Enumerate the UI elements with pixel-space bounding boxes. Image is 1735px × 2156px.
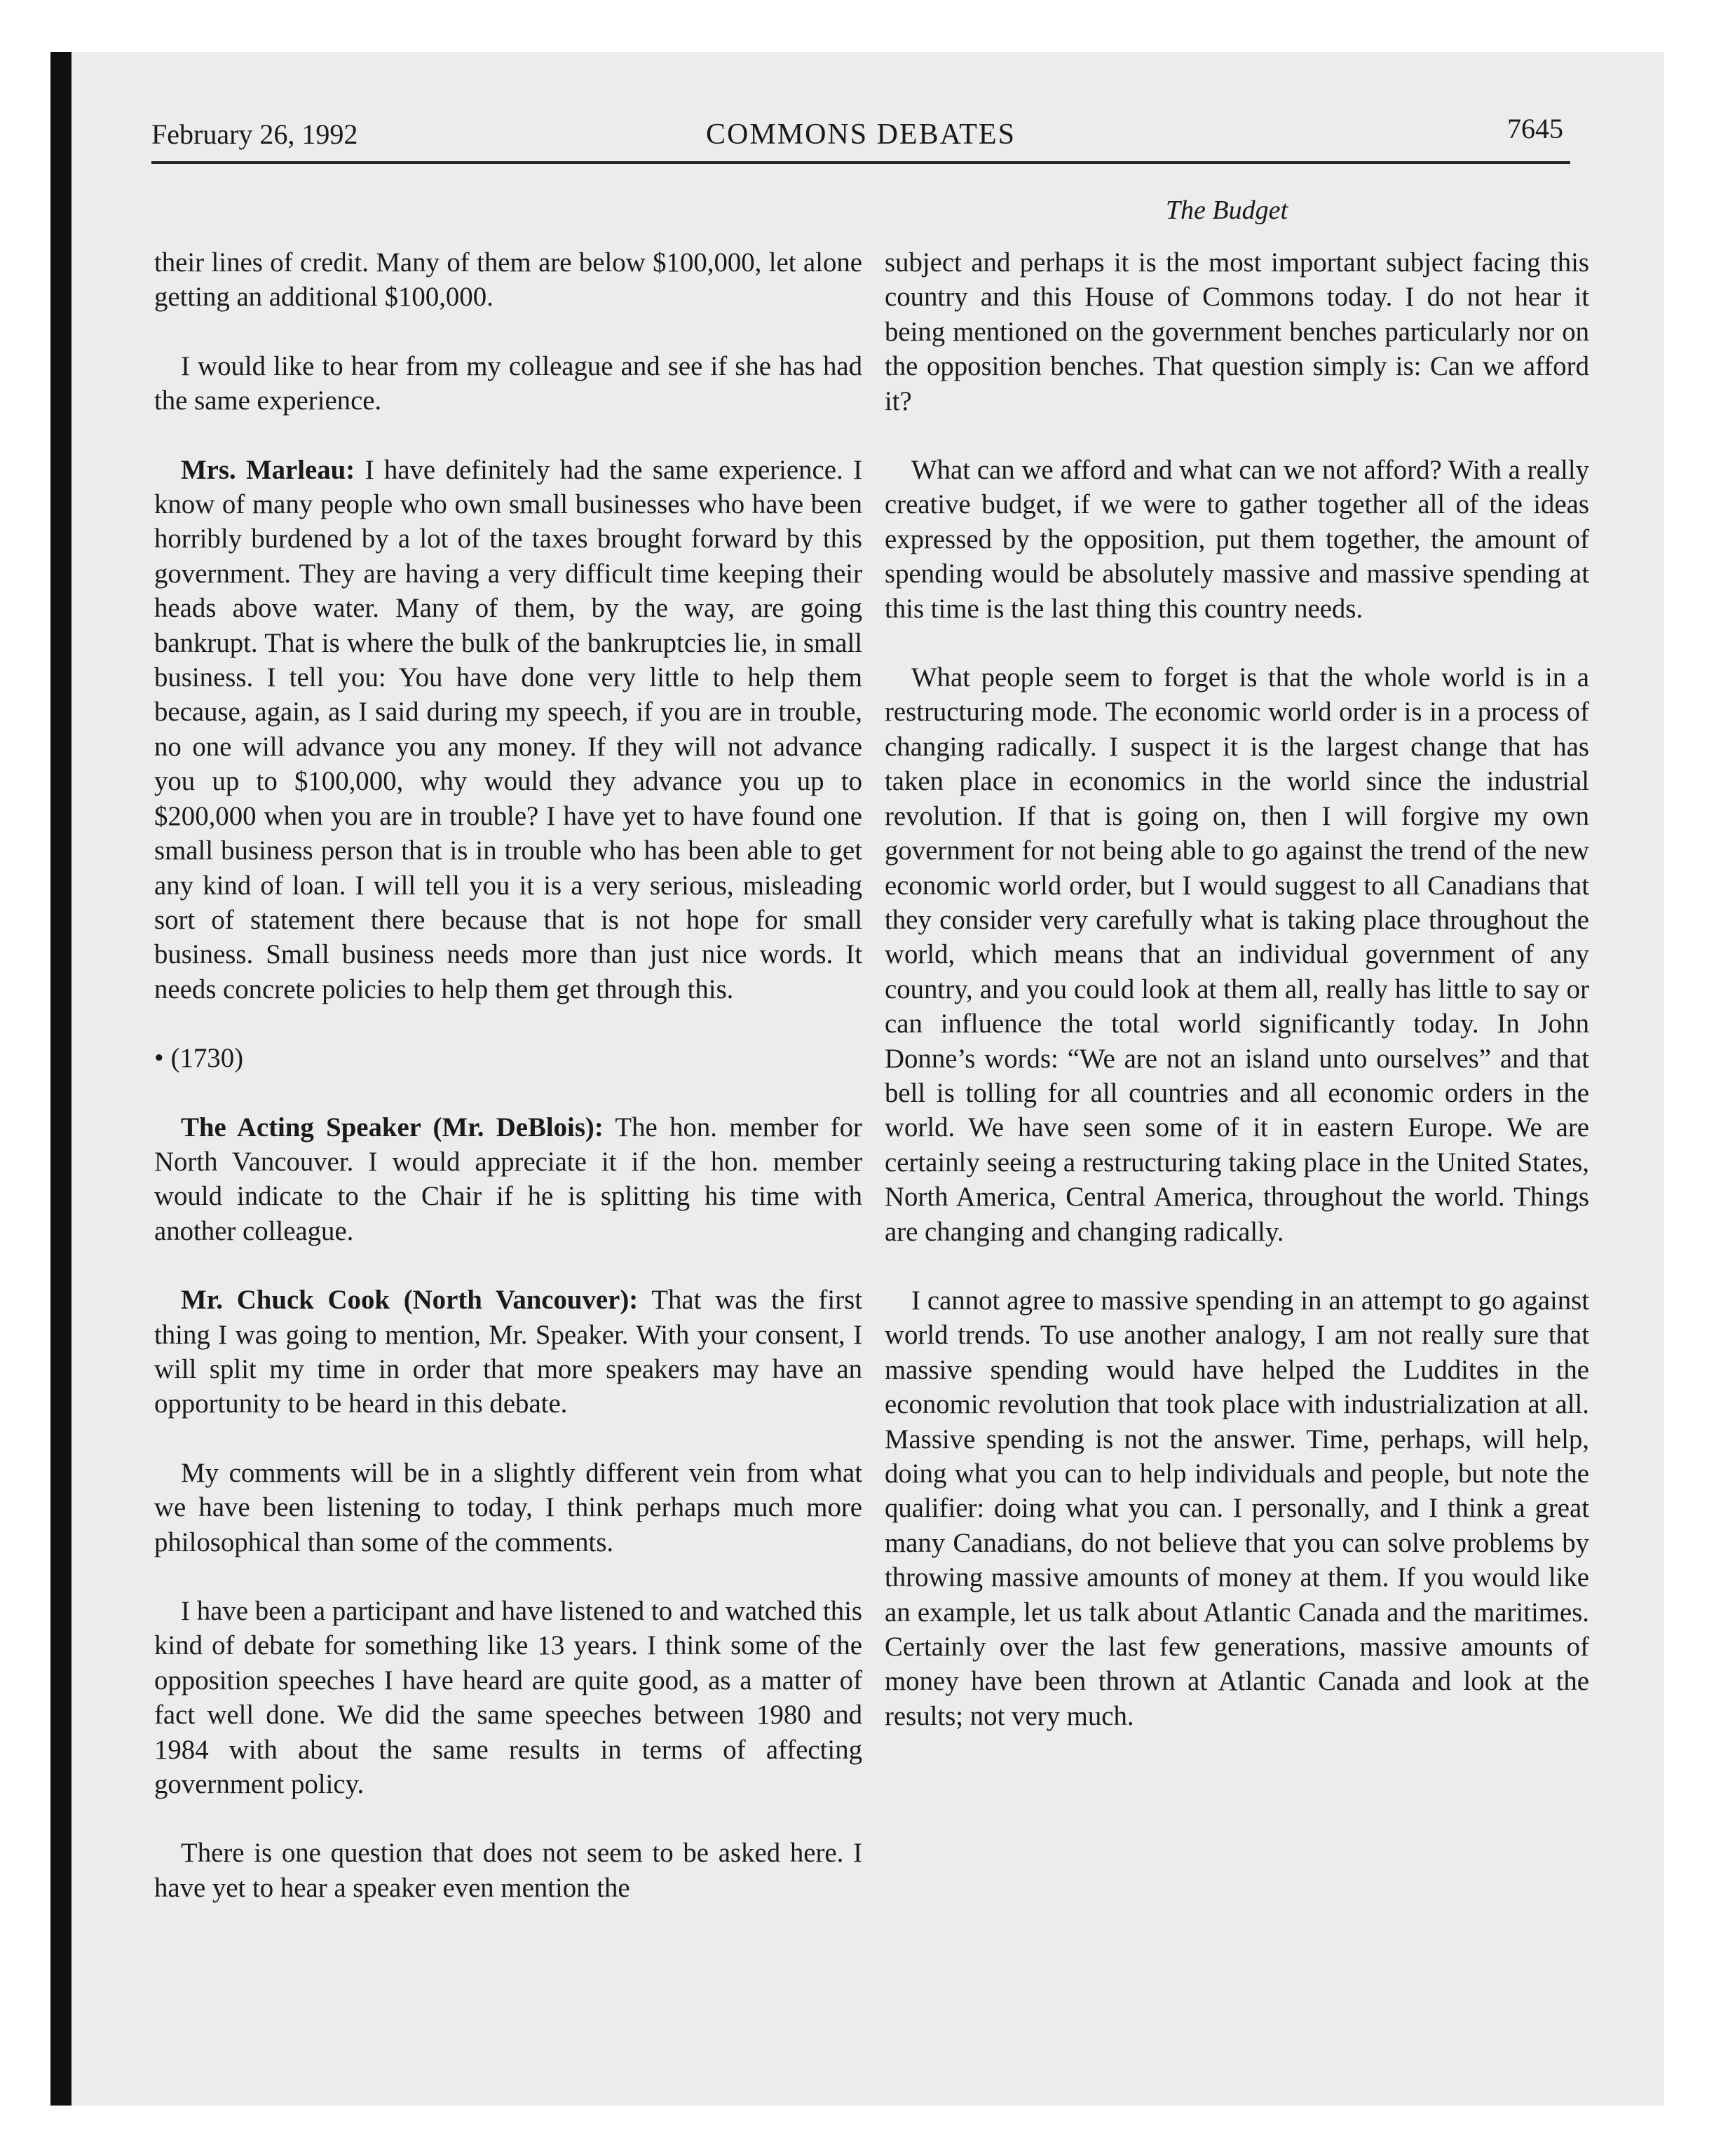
left-column	[154, 245, 862, 1939]
speaker-name: The Acting Speaker (Mr. DeBlois):	[181, 1112, 604, 1142]
paragraph: subject and perhaps it is the most important subject facing this country and this House of Commons today. I do not hear it being mentioned on the government benches particularly nor on the opposition benches. That question simply is: Can we afford it?	[885, 247, 1589, 416]
speech-text: I have definitely had the same experience. I know of many people who own small businesses who have been horribly burdened by a lot of the taxes brought forward by this government. They are having a very difficult time keeping their heads above water. Many of them, by the way, are going bankrupt. That is where the bulk of the bankruptcies lie, in small business. I tell you: You have done very little to help them because, again, as I said during my speech, if you are in trouble, no one will advance you any money. If they will not advance you up to $100,000, why would they advance you up to $200,000 when you are in trouble? I have yet to have found one small business person that is in trouble who has been able to get any kind of loan. I will tell you it is a very serious, misleading sort of statement there because that is not hope for small business. Small business needs more than just nice words. It needs concrete policies to help them get through this.	[154, 454, 863, 1004]
page-header	[151, 112, 1570, 164]
paragraph: I cannot agree to massive spending in an attempt to go against world trends. To use another analogy, I am not really sure that massive spending would have helped the Luddites in the economic revolution that took place with industrialization at all. Massive spending is not the answer. Time, perhaps, will help, doing what you can to help individuals and people, but note the qualifier: doing what you can. I personally, and I think a great many Canadians, do not believe that you can solve problems by throwing massive amounts of money at them. If you would like an example, let us talk about Atlantic Canada and the maritimes. Certainly over the last few generations, massive amounts of money have been thrown at Atlantic Canada and look at the results; not very much.	[885, 1285, 1589, 1731]
speaker-name: Mrs. Marleau:	[181, 454, 355, 485]
paragraph: What can we afford and what can we not afford? With a really creative budget, if we were to gather together all of the ideas expressed by the opposition, put them together, the amount of spending would be absolutely massive and massive spending at this time is the last thing this country needs.	[885, 455, 1589, 624]
paragraph: My comments will be in a slightly different vein from what we have been listening to today, I think perhaps much more philosophical than some of the comments.	[154, 1457, 862, 1557]
paragraph: What people seem to forget is that the whole world is in a restructuring mode. The economic world order is in a process of changing radically. I suspect it is the largest change that has taken place in economics in the world since the industrial revolution. If that is going on, then I will forgive my own government for not being able to go against the trend of the new economic world order, but I would suggest to all Canadians that they consider very carefully what is taking place throughout the world, which means that an individual government of any country, and you could look at them all, really has little to say or can influence the total world significantly today. In John Donne’s words: “We are not an island unto ourselves” and that bell is tolling for all countries and all economic orders in the world. We have seen some of it in eastern Europe. We are certainly seeing a restructuring taking place in the United States, North America, Central America, throughout the world. Things are changing and changing radically.	[885, 662, 1589, 1247]
paragraph	[154, 1283, 862, 1421]
speech-text: That was the first thing I was going to mention, Mr. Speaker. With your consent, I will split my time in order that more speakers may have an opportunity to be heard in this debate.	[154, 1285, 862, 1419]
page-number: 7645	[1507, 113, 1563, 144]
paragraph: There is one question that does not seem to be asked here. I have yet to hear a speaker even mention the	[154, 1838, 862, 1903]
timestamp-text: (1730)	[170, 1043, 244, 1074]
section-title: The Budget	[1165, 196, 1288, 225]
speaker-name: Mr. Chuck Cook (North Vancouver):	[181, 1285, 639, 1316]
right-column	[885, 245, 1589, 1768]
paragraph: I have been a participant and have listened to and watched this kind of debate for something like 13 years. I think some of the opposition speeches I have heard are quite good, as a matter of fact well done. We did the same speeches between 1980 and 1984 with about the same results in terms of affecting government policy.	[154, 1596, 862, 1800]
scan-border	[50, 52, 72, 2106]
header-publication: COMMONS DEBATES	[706, 118, 1016, 151]
header-date: February 26, 1992	[151, 118, 358, 150]
bullet-icon: •	[154, 1043, 164, 1074]
timestamp	[154, 1041, 862, 1075]
paragraph: their lines of credit. Many of them are below $100,000, let alone getting an additional $100,000.	[154, 247, 862, 313]
paragraph	[154, 1110, 862, 1249]
paragraph: I would like to hear from my colleague and see if she has had the same experience.	[154, 350, 862, 416]
speech-text: The hon. member for North Vancouver. I would appreciate it if the hon. member would indicate to the Chair if he is splitting his time with another colleague.	[154, 1112, 862, 1246]
paragraph	[154, 453, 862, 1007]
